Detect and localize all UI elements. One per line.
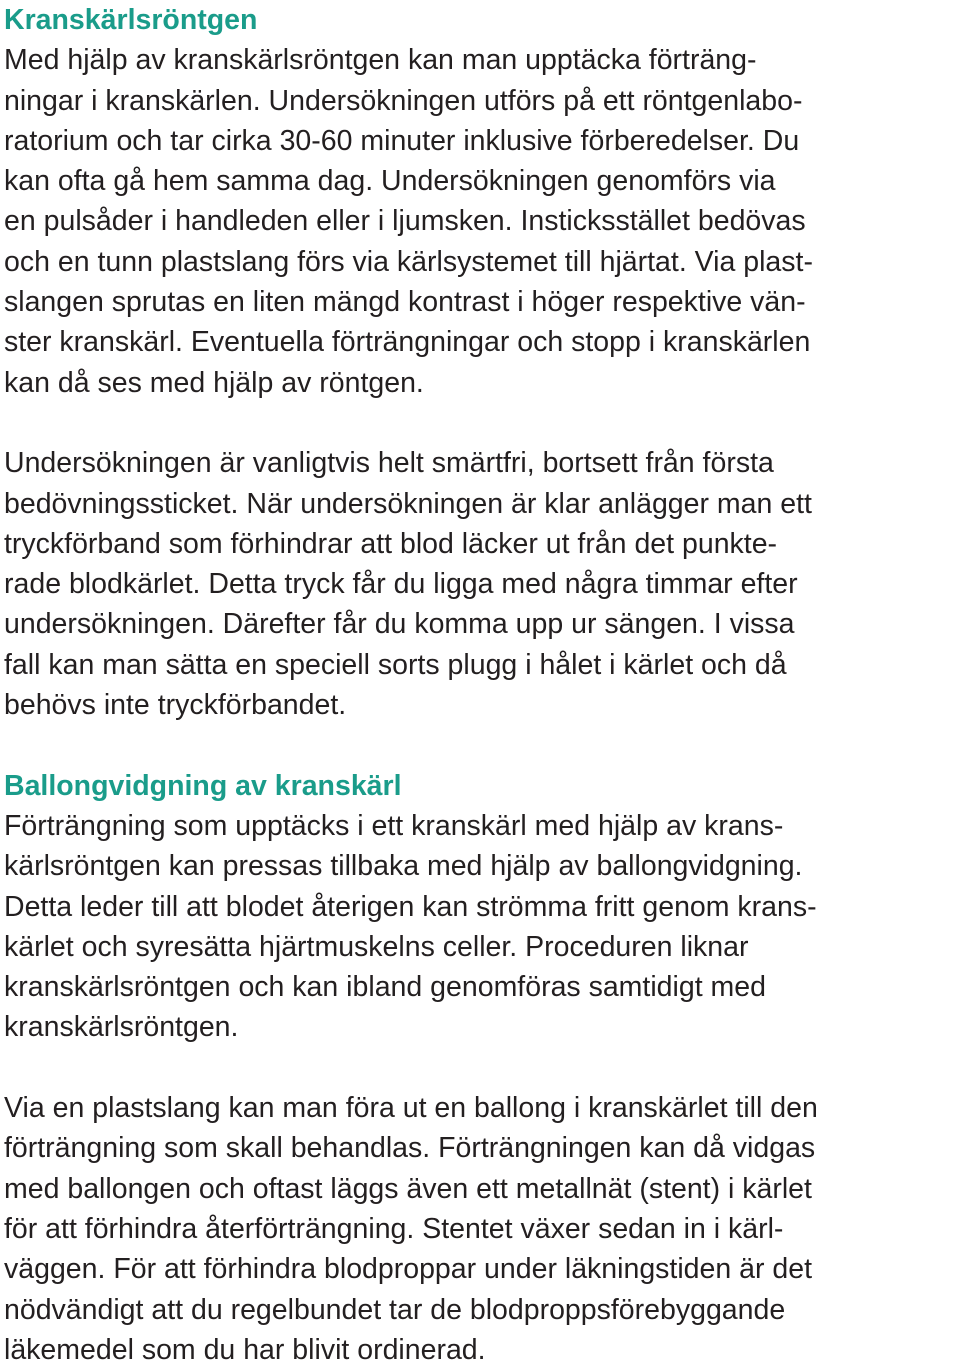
section-coronary-angiography	[4, 0, 956, 725]
text-line: väggen. För att förhindra blodproppar under läkningstiden är det	[4, 1253, 813, 1286]
text-line: kan då ses med hjälp av röntgen.	[4, 366, 424, 399]
text-line: behövs inte tryckförbandet.	[4, 689, 347, 722]
text-line: Via en plastslang kan man föra ut en ballong i kranskärlet till den	[4, 1092, 818, 1125]
section-gap	[4, 725, 956, 765]
text-line: läkemedel som du har blivit ordinerad.	[4, 1333, 486, 1366]
paragraph	[4, 806, 956, 1048]
text-line: en pulsåder i handleden eller i ljumsken. Insticksstället bedövas	[4, 205, 806, 238]
section-balloon-angioplasty	[4, 766, 956, 1370]
text-line: ratorium och tar cirka 30-60 minuter inklusive förberedelser. Du	[4, 124, 800, 157]
section-heading: Ballongvidgning av kranskärl	[4, 769, 402, 802]
text-line: Med hjälp av kranskärlsröntgen kan man upptäcka förträng-	[4, 44, 757, 77]
text-line: ster kranskärl. Eventuella förträngningar och stopp i kranskärlen	[4, 326, 811, 359]
text-line: med ballongen och oftast läggs även ett metallnät (stent) i kärlet	[4, 1172, 812, 1205]
text-line: kan ofta gå hem samma dag. Undersökningen genomförs via	[4, 165, 776, 198]
text-line: Detta leder till att blodet återigen kan strömma fritt genom krans-	[4, 890, 817, 923]
text-line: förträngning som skall behandlas. Förträngningen kan då vidgas	[4, 1132, 816, 1165]
paragraph-gap	[4, 1048, 956, 1088]
paragraph-gap	[4, 403, 956, 443]
paragraph	[4, 443, 956, 725]
text-line: bedövningssticket. När undersökningen är klar anlägger man ett	[4, 487, 812, 520]
text-line: tryckförband som förhindrar att blod läcker ut från det punkte-	[4, 527, 778, 560]
text-line: kärlsröntgen kan pressas tillbaka med hjälp av ballongvidgning.	[4, 850, 803, 883]
text-line: nödvändigt att du regelbundet tar de blodproppsförebyggande	[4, 1293, 786, 1326]
paragraph	[4, 40, 956, 403]
text-line: rade blodkärlet. Detta tryck får du ligga med några timmar efter	[4, 568, 798, 601]
text-line: slangen sprutas en liten mängd kontrast i höger respektive vän-	[4, 286, 806, 319]
text-line: ningar i kranskärlen. Undersökningen utförs på ett röntgenlabo-	[4, 84, 803, 117]
text-line: kranskärlsröntgen och kan ibland genomföras samtidigt med	[4, 971, 766, 1004]
document-page	[4, 0, 956, 1370]
section-heading: Kranskärlsröntgen	[4, 4, 258, 36]
text-line: undersökningen. Därefter får du komma upp ur sängen. I vissa	[4, 608, 795, 641]
text-line: Förträngning som upptäcks i ett kranskärl med hjälp av krans-	[4, 809, 784, 842]
text-line: och en tunn plastslang förs via kärlsystemet till hjärtat. Via plast-	[4, 245, 813, 278]
text-line: Undersökningen är vanligtvis helt smärtfri, bortsett från första	[4, 447, 774, 480]
text-line: kranskärlsröntgen.	[4, 1011, 239, 1044]
text-line: kärlet och syresätta hjärtmuskelns celler. Proceduren liknar	[4, 930, 749, 963]
text-line: fall kan man sätta en speciell sorts plugg i hålet i kärlet och då	[4, 648, 787, 681]
text-line: för att förhindra återförträngning. Stentet växer sedan in i kärl-	[4, 1212, 784, 1245]
paragraph	[4, 1088, 956, 1370]
